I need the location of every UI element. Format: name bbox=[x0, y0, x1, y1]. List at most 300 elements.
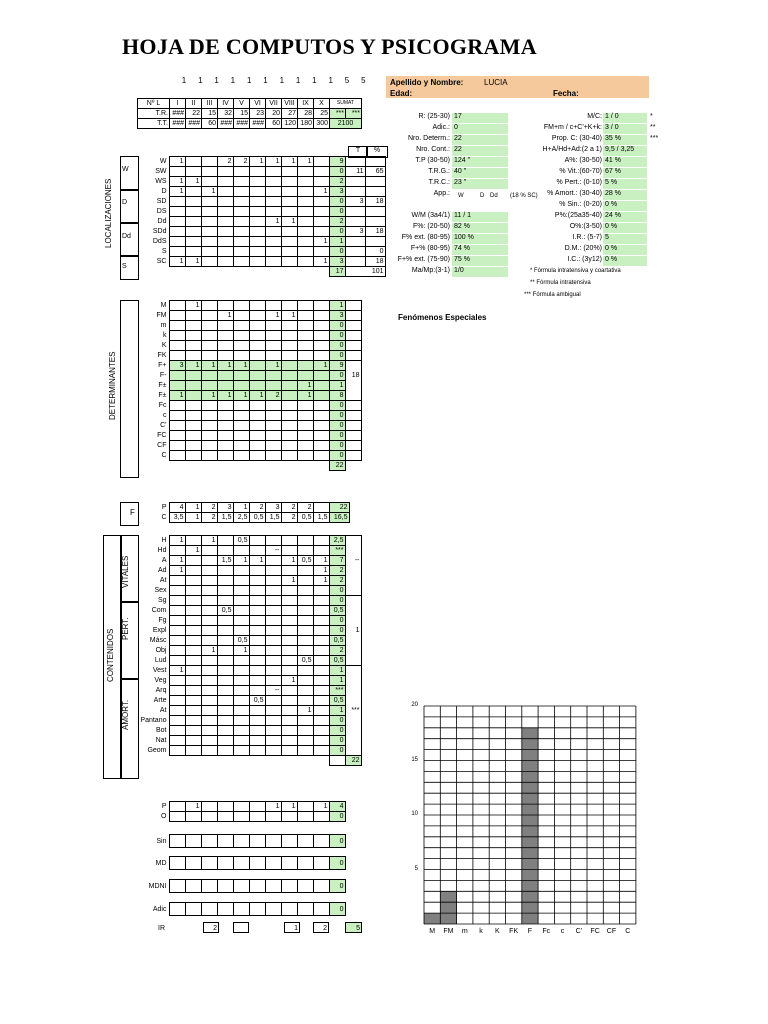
cont-cell[interactable] bbox=[265, 746, 281, 756]
loc-cell[interactable] bbox=[281, 177, 297, 187]
extra-cell[interactable] bbox=[297, 880, 313, 893]
det-cell[interactable] bbox=[217, 441, 233, 451]
det-cell[interactable]: 1 bbox=[233, 361, 249, 371]
cont-cell[interactable] bbox=[201, 716, 217, 726]
cont-cell[interactable] bbox=[217, 666, 233, 676]
extra-cell[interactable] bbox=[169, 880, 185, 893]
loc-cell[interactable] bbox=[281, 167, 297, 177]
det-cell[interactable] bbox=[185, 311, 201, 321]
cont-cell[interactable] bbox=[233, 716, 249, 726]
loc-cell[interactable] bbox=[233, 167, 249, 177]
po-cell[interactable] bbox=[169, 802, 185, 812]
cont-cell[interactable] bbox=[265, 596, 281, 606]
det-cell[interactable] bbox=[185, 451, 201, 461]
times-cell[interactable]: 15 bbox=[202, 109, 218, 119]
times-cell[interactable]: 32 bbox=[218, 109, 234, 119]
det-cell[interactable] bbox=[297, 361, 313, 371]
loc-cell[interactable] bbox=[297, 207, 313, 217]
loc-cell[interactable]: 1 bbox=[265, 217, 281, 227]
cont-cell[interactable] bbox=[169, 686, 185, 696]
cont-cell[interactable] bbox=[265, 706, 281, 716]
cont-cell[interactable] bbox=[233, 746, 249, 756]
cont-cell[interactable] bbox=[281, 736, 297, 746]
po-cell[interactable] bbox=[313, 812, 329, 822]
cont-cell[interactable]: 1 bbox=[169, 556, 185, 566]
loc-cell[interactable] bbox=[217, 167, 233, 177]
po-cell[interactable] bbox=[169, 812, 185, 822]
loc-cell[interactable] bbox=[217, 187, 233, 197]
cont-cell[interactable] bbox=[297, 546, 313, 556]
det-cell[interactable] bbox=[297, 431, 313, 441]
cont-cell[interactable] bbox=[169, 586, 185, 596]
det-cell[interactable] bbox=[169, 441, 185, 451]
extra-cell[interactable] bbox=[265, 835, 281, 848]
det-cell[interactable] bbox=[281, 301, 297, 311]
cont-cell[interactable] bbox=[233, 616, 249, 626]
po-cell[interactable]: 1 bbox=[185, 802, 201, 812]
cont-cell[interactable] bbox=[313, 706, 329, 716]
cont-cell[interactable] bbox=[217, 576, 233, 586]
extra-cell[interactable] bbox=[281, 857, 297, 870]
cont-cell[interactable] bbox=[233, 586, 249, 596]
det-cell[interactable] bbox=[233, 311, 249, 321]
det-cell[interactable] bbox=[233, 421, 249, 431]
loc-cell[interactable] bbox=[185, 207, 201, 217]
cont-cell[interactable] bbox=[249, 666, 265, 676]
det-cell[interactable] bbox=[249, 361, 265, 371]
times-cell[interactable]: 300 bbox=[314, 119, 330, 129]
ir-cell[interactable]: 2 bbox=[313, 922, 329, 933]
det-cell[interactable] bbox=[233, 371, 249, 381]
cont-cell[interactable] bbox=[265, 716, 281, 726]
det-cell[interactable] bbox=[217, 431, 233, 441]
cont-cell[interactable] bbox=[313, 726, 329, 736]
extra-cell[interactable] bbox=[313, 835, 329, 848]
cont-cell[interactable] bbox=[313, 626, 329, 636]
extra-cell[interactable] bbox=[313, 857, 329, 870]
det-cell[interactable]: 1 bbox=[185, 301, 201, 311]
det-cell[interactable] bbox=[249, 311, 265, 321]
fpc-cell[interactable]: 3,5 bbox=[169, 513, 185, 523]
cont-cell[interactable] bbox=[233, 696, 249, 706]
det-cell[interactable] bbox=[169, 371, 185, 381]
det-cell[interactable] bbox=[313, 401, 329, 411]
cont-cell[interactable] bbox=[313, 606, 329, 616]
cont-cell[interactable] bbox=[201, 736, 217, 746]
cont-cell[interactable] bbox=[313, 746, 329, 756]
det-cell[interactable] bbox=[185, 351, 201, 361]
extra-cell[interactable] bbox=[313, 903, 329, 916]
loc-cell[interactable] bbox=[201, 177, 217, 187]
cont-cell[interactable] bbox=[249, 646, 265, 656]
cont-cell[interactable] bbox=[265, 606, 281, 616]
cont-cell[interactable] bbox=[281, 706, 297, 716]
det-cell[interactable] bbox=[313, 391, 329, 401]
cont-cell[interactable]: 1 bbox=[281, 576, 297, 586]
extra-cell[interactable] bbox=[281, 880, 297, 893]
times-cell[interactable]: 15 bbox=[234, 109, 250, 119]
cont-cell[interactable] bbox=[169, 676, 185, 686]
cont-cell[interactable] bbox=[217, 696, 233, 706]
loc-cell[interactable] bbox=[201, 197, 217, 207]
cont-cell[interactable] bbox=[297, 716, 313, 726]
extra-cell[interactable] bbox=[265, 903, 281, 916]
det-cell[interactable] bbox=[313, 421, 329, 431]
cont-cell[interactable]: 1 bbox=[201, 536, 217, 546]
extra-cell[interactable] bbox=[281, 835, 297, 848]
cont-cell[interactable] bbox=[313, 546, 329, 556]
det-cell[interactable] bbox=[265, 381, 281, 391]
ir-cell[interactable]: 2 bbox=[203, 922, 219, 933]
cont-cell[interactable] bbox=[169, 616, 185, 626]
cont-cell[interactable]: 1 bbox=[233, 556, 249, 566]
det-cell[interactable] bbox=[297, 351, 313, 361]
cont-cell[interactable] bbox=[169, 656, 185, 666]
det-cell[interactable] bbox=[233, 331, 249, 341]
loc-cell[interactable] bbox=[313, 177, 329, 187]
det-cell[interactable] bbox=[313, 341, 329, 351]
loc-cell[interactable] bbox=[249, 187, 265, 197]
det-cell[interactable] bbox=[265, 351, 281, 361]
cont-cell[interactable] bbox=[249, 606, 265, 616]
times-cell[interactable]: ### bbox=[170, 109, 186, 119]
extra-cell[interactable] bbox=[169, 835, 185, 848]
loc-cell[interactable] bbox=[249, 167, 265, 177]
cont-cell[interactable] bbox=[313, 616, 329, 626]
det-cell[interactable] bbox=[249, 331, 265, 341]
loc-cell[interactable] bbox=[217, 257, 233, 267]
det-cell[interactable] bbox=[217, 451, 233, 461]
extra-cell[interactable] bbox=[249, 857, 265, 870]
cont-cell[interactable] bbox=[313, 646, 329, 656]
det-cell[interactable] bbox=[217, 341, 233, 351]
po-cell[interactable]: 1 bbox=[281, 802, 297, 812]
extra-cell[interactable] bbox=[249, 835, 265, 848]
loc-cell[interactable] bbox=[265, 187, 281, 197]
det-cell[interactable] bbox=[201, 311, 217, 321]
times-cell[interactable]: 20 bbox=[266, 109, 282, 119]
loc-cell[interactable] bbox=[297, 227, 313, 237]
cont-cell[interactable] bbox=[265, 616, 281, 626]
det-cell[interactable] bbox=[169, 341, 185, 351]
det-cell[interactable] bbox=[297, 331, 313, 341]
det-cell[interactable] bbox=[201, 411, 217, 421]
cont-cell[interactable]: -- bbox=[265, 546, 281, 556]
det-cell[interactable] bbox=[201, 321, 217, 331]
loc-cell[interactable]: 1 bbox=[169, 157, 185, 167]
loc-cell[interactable] bbox=[281, 227, 297, 237]
fpc-cell[interactable]: 2 bbox=[281, 513, 297, 523]
det-cell[interactable] bbox=[313, 351, 329, 361]
cont-cell[interactable] bbox=[297, 676, 313, 686]
loc-cell[interactable] bbox=[169, 227, 185, 237]
det-cell[interactable] bbox=[281, 351, 297, 361]
cont-cell[interactable] bbox=[265, 566, 281, 576]
cont-cell[interactable] bbox=[233, 726, 249, 736]
det-cell[interactable] bbox=[185, 371, 201, 381]
cont-cell[interactable] bbox=[233, 566, 249, 576]
times-cell[interactable]: 180 bbox=[298, 119, 314, 129]
cont-cell[interactable] bbox=[281, 586, 297, 596]
fpc-cell[interactable]: 0,5 bbox=[297, 513, 313, 523]
loc-cell[interactable]: 1 bbox=[169, 187, 185, 197]
cont-cell[interactable] bbox=[281, 696, 297, 706]
det-cell[interactable] bbox=[265, 451, 281, 461]
det-cell[interactable] bbox=[297, 311, 313, 321]
extra-cell[interactable] bbox=[297, 835, 313, 848]
cont-cell[interactable] bbox=[217, 726, 233, 736]
det-cell[interactable] bbox=[313, 451, 329, 461]
cont-cell[interactable] bbox=[217, 656, 233, 666]
cont-cell[interactable] bbox=[281, 726, 297, 736]
loc-cell[interactable]: 1 bbox=[313, 187, 329, 197]
loc-cell[interactable] bbox=[233, 247, 249, 257]
det-cell[interactable]: 2 bbox=[265, 391, 281, 401]
det-cell[interactable] bbox=[313, 301, 329, 311]
loc-cell[interactable] bbox=[249, 177, 265, 187]
cont-cell[interactable] bbox=[185, 626, 201, 636]
det-cell[interactable] bbox=[201, 331, 217, 341]
times-cell[interactable]: ### bbox=[186, 119, 202, 129]
fpc-cell[interactable]: 1 bbox=[233, 503, 249, 513]
loc-cell[interactable] bbox=[249, 207, 265, 217]
loc-cell[interactable] bbox=[217, 217, 233, 227]
cont-cell[interactable] bbox=[185, 566, 201, 576]
cont-cell[interactable] bbox=[169, 626, 185, 636]
po-cell[interactable] bbox=[265, 812, 281, 822]
det-cell[interactable] bbox=[185, 381, 201, 391]
det-cell[interactable] bbox=[297, 341, 313, 351]
det-cell[interactable]: 1 bbox=[185, 361, 201, 371]
name-value[interactable]: LUCIA bbox=[484, 78, 508, 87]
cont-cell[interactable] bbox=[249, 736, 265, 746]
cont-cell[interactable] bbox=[297, 576, 313, 586]
fpc-cell[interactable]: 2 bbox=[297, 503, 313, 513]
times-cell[interactable]: 120 bbox=[282, 119, 298, 129]
det-cell[interactable] bbox=[265, 441, 281, 451]
cont-cell[interactable] bbox=[249, 726, 265, 736]
det-cell[interactable] bbox=[265, 411, 281, 421]
loc-cell[interactable] bbox=[233, 227, 249, 237]
cont-cell[interactable] bbox=[169, 646, 185, 656]
loc-cell[interactable] bbox=[185, 217, 201, 227]
times-cell[interactable]: 60 bbox=[266, 119, 282, 129]
det-cell[interactable] bbox=[313, 431, 329, 441]
det-cell[interactable] bbox=[249, 341, 265, 351]
cont-cell[interactable]: 1 bbox=[201, 646, 217, 656]
times-cell[interactable]: ### bbox=[218, 119, 234, 129]
cont-cell[interactable] bbox=[265, 646, 281, 656]
det-cell[interactable] bbox=[201, 431, 217, 441]
fpc-cell[interactable]: 3 bbox=[217, 503, 233, 513]
loc-cell[interactable]: 1 bbox=[201, 187, 217, 197]
loc-cell[interactable] bbox=[185, 197, 201, 207]
ir-cell[interactable]: 1 bbox=[284, 922, 300, 933]
det-cell[interactable] bbox=[281, 341, 297, 351]
loc-cell[interactable] bbox=[201, 217, 217, 227]
extra-cell[interactable] bbox=[217, 880, 233, 893]
po-cell[interactable] bbox=[297, 802, 313, 812]
cont-cell[interactable] bbox=[313, 536, 329, 546]
det-cell[interactable] bbox=[233, 341, 249, 351]
det-cell[interactable] bbox=[281, 381, 297, 391]
times-cell[interactable]: 28 bbox=[298, 109, 314, 119]
det-cell[interactable]: 1 bbox=[217, 311, 233, 321]
fpc-cell[interactable]: 1,5 bbox=[313, 513, 329, 523]
loc-cell[interactable] bbox=[297, 177, 313, 187]
cont-cell[interactable] bbox=[265, 676, 281, 686]
loc-cell[interactable] bbox=[233, 197, 249, 207]
extra-cell[interactable] bbox=[201, 903, 217, 916]
po-cell[interactable] bbox=[217, 802, 233, 812]
fpc-cell[interactable]: 2 bbox=[201, 513, 217, 523]
det-cell[interactable] bbox=[169, 301, 185, 311]
cont-cell[interactable] bbox=[233, 656, 249, 666]
det-cell[interactable] bbox=[265, 401, 281, 411]
loc-cell[interactable] bbox=[281, 247, 297, 257]
loc-cell[interactable] bbox=[201, 237, 217, 247]
det-cell[interactable] bbox=[281, 321, 297, 331]
times-cell[interactable]: ### bbox=[250, 119, 266, 129]
det-cell[interactable] bbox=[201, 451, 217, 461]
cont-cell[interactable] bbox=[201, 706, 217, 716]
det-cell[interactable] bbox=[297, 451, 313, 461]
det-cell[interactable] bbox=[169, 401, 185, 411]
times-cell[interactable]: ### bbox=[234, 119, 250, 129]
cont-cell[interactable] bbox=[201, 696, 217, 706]
cont-cell[interactable] bbox=[313, 636, 329, 646]
loc-cell[interactable] bbox=[169, 247, 185, 257]
cont-cell[interactable] bbox=[249, 676, 265, 686]
cont-cell[interactable]: 1 bbox=[313, 576, 329, 586]
det-cell[interactable] bbox=[233, 301, 249, 311]
det-cell[interactable] bbox=[169, 431, 185, 441]
po-cell[interactable] bbox=[297, 812, 313, 822]
extra-cell[interactable] bbox=[185, 903, 201, 916]
cont-cell[interactable] bbox=[281, 596, 297, 606]
det-cell[interactable]: 1 bbox=[169, 391, 185, 401]
loc-cell[interactable] bbox=[185, 187, 201, 197]
extra-cell[interactable] bbox=[281, 903, 297, 916]
cont-cell[interactable] bbox=[185, 686, 201, 696]
det-cell[interactable] bbox=[169, 331, 185, 341]
extra-cell[interactable] bbox=[249, 903, 265, 916]
cont-cell[interactable] bbox=[249, 536, 265, 546]
det-cell[interactable] bbox=[217, 371, 233, 381]
cont-cell[interactable] bbox=[185, 736, 201, 746]
cont-cell[interactable] bbox=[217, 566, 233, 576]
cont-cell[interactable]: 0,5 bbox=[233, 536, 249, 546]
det-cell[interactable] bbox=[185, 391, 201, 401]
det-cell[interactable] bbox=[249, 451, 265, 461]
det-cell[interactable]: 1 bbox=[265, 311, 281, 321]
cont-cell[interactable] bbox=[233, 626, 249, 636]
cont-cell[interactable] bbox=[265, 536, 281, 546]
det-cell[interactable] bbox=[281, 411, 297, 421]
det-cell[interactable] bbox=[265, 321, 281, 331]
cont-cell[interactable] bbox=[249, 686, 265, 696]
cont-cell[interactable] bbox=[265, 656, 281, 666]
loc-cell[interactable]: 2 bbox=[217, 157, 233, 167]
fpc-cell[interactable]: 0,5 bbox=[249, 513, 265, 523]
cont-cell[interactable] bbox=[265, 696, 281, 706]
cont-cell[interactable] bbox=[265, 576, 281, 586]
loc-cell[interactable] bbox=[185, 247, 201, 257]
cont-cell[interactable] bbox=[249, 746, 265, 756]
loc-cell[interactable] bbox=[297, 187, 313, 197]
cont-cell[interactable] bbox=[185, 726, 201, 736]
det-cell[interactable] bbox=[249, 421, 265, 431]
cont-cell[interactable] bbox=[281, 566, 297, 576]
det-cell[interactable] bbox=[233, 351, 249, 361]
det-cell[interactable] bbox=[249, 431, 265, 441]
det-cell[interactable] bbox=[169, 351, 185, 361]
loc-cell[interactable] bbox=[313, 227, 329, 237]
cont-cell[interactable] bbox=[249, 716, 265, 726]
det-cell[interactable]: 1 bbox=[297, 391, 313, 401]
extra-cell[interactable] bbox=[185, 835, 201, 848]
extra-cell[interactable] bbox=[297, 857, 313, 870]
cont-cell[interactable] bbox=[233, 546, 249, 556]
cont-cell[interactable] bbox=[281, 536, 297, 546]
loc-cell[interactable] bbox=[249, 237, 265, 247]
cont-cell[interactable] bbox=[201, 626, 217, 636]
extra-cell[interactable] bbox=[233, 835, 249, 848]
cont-cell[interactable] bbox=[265, 626, 281, 636]
loc-cell[interactable] bbox=[185, 167, 201, 177]
cont-cell[interactable] bbox=[233, 706, 249, 716]
cont-cell[interactable] bbox=[313, 716, 329, 726]
cont-cell[interactable] bbox=[281, 656, 297, 666]
cont-cell[interactable] bbox=[249, 586, 265, 596]
loc-cell[interactable]: 2 bbox=[233, 157, 249, 167]
det-cell[interactable] bbox=[201, 301, 217, 311]
cont-cell[interactable] bbox=[169, 706, 185, 716]
cont-cell[interactable] bbox=[297, 736, 313, 746]
cont-cell[interactable] bbox=[185, 696, 201, 706]
loc-cell[interactable] bbox=[297, 167, 313, 177]
cont-cell[interactable] bbox=[169, 746, 185, 756]
det-cell[interactable] bbox=[297, 421, 313, 431]
cont-cell[interactable]: 0,5 bbox=[249, 696, 265, 706]
det-cell[interactable] bbox=[185, 321, 201, 331]
loc-cell[interactable] bbox=[265, 177, 281, 187]
det-cell[interactable] bbox=[281, 441, 297, 451]
det-cell[interactable] bbox=[281, 361, 297, 371]
fpc-cell[interactable]: 2 bbox=[249, 503, 265, 513]
times-cell[interactable]: 22 bbox=[186, 109, 202, 119]
cont-cell[interactable]: 1 bbox=[281, 676, 297, 686]
cont-cell[interactable]: 1 bbox=[169, 536, 185, 546]
cont-cell[interactable] bbox=[313, 656, 329, 666]
loc-cell[interactable] bbox=[281, 207, 297, 217]
cont-cell[interactable] bbox=[249, 616, 265, 626]
cont-cell[interactable] bbox=[217, 716, 233, 726]
loc-cell[interactable] bbox=[265, 207, 281, 217]
cont-cell[interactable] bbox=[297, 536, 313, 546]
det-cell[interactable] bbox=[233, 411, 249, 421]
loc-cell[interactable] bbox=[217, 177, 233, 187]
cont-cell[interactable] bbox=[185, 556, 201, 566]
det-cell[interactable] bbox=[313, 371, 329, 381]
cont-cell[interactable]: 1 bbox=[169, 566, 185, 576]
loc-cell[interactable] bbox=[233, 217, 249, 227]
det-cell[interactable]: 1 bbox=[233, 391, 249, 401]
cont-cell[interactable] bbox=[217, 686, 233, 696]
fpc-cell[interactable]: 1 bbox=[185, 513, 201, 523]
det-cell[interactable]: 1 bbox=[281, 311, 297, 321]
cont-cell[interactable] bbox=[169, 576, 185, 586]
